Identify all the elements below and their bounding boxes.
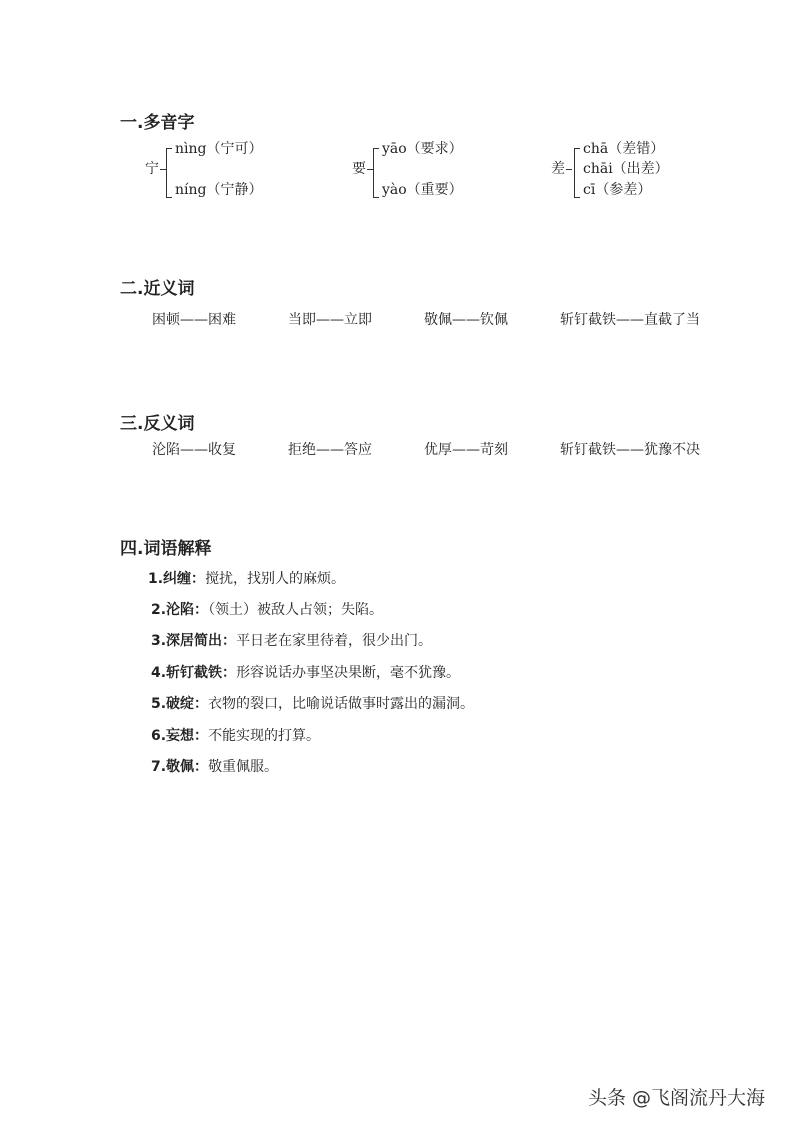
bracket (566, 169, 572, 170)
definition: 平日老在家里待着，很少出门。 (236, 633, 433, 649)
antonym-pair: 斩钉截铁——犹豫不决 (560, 442, 700, 458)
section-title-definitions: 四.词语解释 (120, 539, 212, 559)
definition-item (151, 602, 383, 618)
bracket (166, 148, 172, 198)
antonym-pair: 沦陷——收复 (152, 442, 236, 458)
bracket (574, 148, 580, 198)
reading: yào（重要） (382, 182, 463, 198)
reading: nìng（宁可） (175, 141, 263, 157)
polyphone-char: 宁 (145, 161, 159, 177)
definition: 不能实现的打算。 (208, 728, 321, 744)
term: 1.纠缠： (148, 571, 206, 587)
term: 2.沦陷： (151, 602, 209, 618)
definition-item (151, 696, 474, 712)
term: 3.深居简出： (151, 633, 237, 649)
bracket (373, 148, 379, 198)
definition-item (151, 665, 460, 681)
term: 7.敬佩： (151, 759, 209, 775)
term: 5.破绽： (151, 696, 209, 712)
synonym-pair: 困顿——困难 (152, 312, 236, 328)
definition-item (151, 633, 432, 649)
definition-item (151, 759, 278, 775)
section-title-antonyms: 三.反义词 (120, 414, 195, 434)
definition: （领土）被敌人占领；失陷。 (208, 602, 384, 618)
synonym-pair: 敬佩——钦佩 (424, 312, 508, 328)
polyphone-char: 要 (352, 161, 366, 177)
term: 4.斩钉截铁： (151, 665, 237, 681)
definition-item (151, 728, 320, 744)
definition-item (148, 571, 345, 587)
reading: chāi（出差） (583, 161, 669, 177)
antonym-pair: 拒绝——答应 (288, 442, 372, 458)
definition: 衣物的裂口，比喻说话做事时露出的漏洞。 (208, 696, 475, 712)
synonym-pair: 当即——立即 (288, 312, 372, 328)
definition: 搅扰，找别人的麻烦。 (205, 571, 346, 587)
reading: chā（差错） (583, 141, 665, 157)
reading: yāo（要求） (382, 141, 463, 157)
definition: 形容说话办事坚决果断，毫不犹豫。 (236, 665, 461, 681)
term: 6.妄想： (151, 728, 209, 744)
reading: cī（参差） (583, 182, 652, 198)
synonym-pair: 斩钉截铁——直截了当 (560, 312, 700, 328)
section-title-polyphones: 一.多音字 (120, 113, 195, 133)
section-title-synonyms: 二.近义词 (120, 279, 195, 299)
watermark: 头条 @飞阁流丹大海 (588, 1087, 766, 1109)
polyphone-char: 差 (551, 161, 565, 177)
antonym-pair: 优厚——苛刻 (424, 442, 508, 458)
reading: níng（宁静） (175, 182, 263, 198)
definition: 敬重佩服。 (208, 759, 279, 775)
